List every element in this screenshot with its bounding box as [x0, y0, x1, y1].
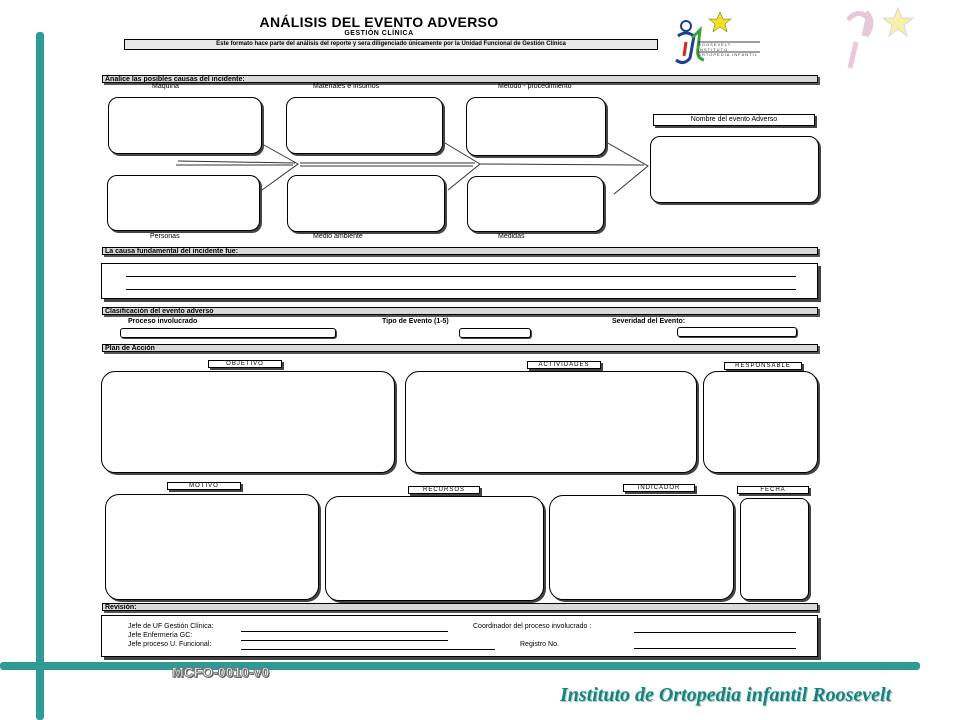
coordinator-signature-line[interactable]	[634, 632, 796, 633]
chief-nursing-label: Jefe Enfermería GC:	[128, 632, 193, 639]
cause-label-materials: Materiales e insumos	[313, 83, 380, 90]
cause-box-machine[interactable]	[108, 97, 262, 154]
activities-label: ACTIVIDADES	[527, 361, 601, 369]
severity-field[interactable]	[677, 327, 797, 337]
chief-process-label: Jefe proceso U. Funcional:	[128, 641, 212, 648]
chief-uf-signature-line[interactable]	[241, 631, 448, 632]
reason-box[interactable]	[105, 494, 319, 600]
root-cause-line-2	[126, 289, 796, 290]
objective-label: OBJETIVO	[208, 360, 282, 368]
chief-uf-label: Jefe de UF Gestión Clínica:	[128, 623, 214, 630]
date-label: FECHA	[737, 486, 809, 494]
activities-box[interactable]	[405, 371, 697, 473]
process-label: Proceso involucrado	[128, 318, 198, 325]
causes-section-bar: Analice las posibles causas del incidente:	[102, 75, 818, 83]
cause-label-people: Personas	[150, 233, 180, 240]
document-title: ANÁLISIS DEL EVENTO ADVERSO	[259, 14, 499, 30]
registry-label: Registro No.	[520, 641, 559, 648]
document-subtitle: GESTIÓN CLÍNICA	[344, 30, 414, 37]
logo-brand-text: ROOSEVELT INSTITUTO ORTOPEDIA INFANTIL	[698, 42, 758, 57]
event-type-field[interactable]	[459, 328, 531, 338]
cause-box-environment[interactable]	[287, 175, 445, 232]
action-plan-section-bar: Plan de Acción	[102, 344, 818, 352]
event-type-label: Tipo de Evento (1-5)	[382, 318, 449, 325]
registry-line[interactable]	[634, 648, 796, 649]
indicator-box[interactable]	[549, 495, 734, 600]
resources-label: RECURSOS	[408, 486, 480, 494]
root-cause-frame[interactable]	[101, 263, 818, 299]
cause-box-materials[interactable]	[286, 97, 443, 154]
indicator-label: INDICADOR	[623, 484, 695, 492]
resources-box[interactable]	[325, 496, 544, 601]
cause-label-method: Método - procedimiento	[498, 83, 572, 90]
usage-note: Este formato hace parte del análisis del reporte y sera diligenciado únicamente por la Unidad Funcional de Gestión Clínica	[124, 39, 658, 50]
responsible-box[interactable]	[703, 371, 818, 473]
objective-box[interactable]	[101, 371, 395, 473]
cause-label-environment: Medio ambiente	[313, 233, 363, 240]
event-name-box[interactable]	[650, 136, 819, 203]
responsible-label: RESPONSABLE	[724, 362, 802, 370]
form-code: MCFO-0010-v0	[172, 664, 270, 680]
severity-label: Severidad del Evento:	[612, 318, 686, 325]
cause-box-method[interactable]	[466, 97, 606, 156]
cause-label-machine: Maquina	[152, 83, 179, 90]
cause-box-people[interactable]	[107, 175, 260, 231]
cause-label-measures: Medidas	[498, 233, 525, 240]
classification-section-bar: Clasificación del evento adverso	[102, 307, 818, 315]
institution-name: Instituto de Ortopedia infantil Roosevelt	[560, 684, 892, 706]
chief-process-signature-line[interactable]	[241, 649, 495, 650]
coordinator-label: Coordinador del proceso involucrado :	[473, 623, 592, 630]
chief-nursing-signature-line[interactable]	[241, 640, 448, 641]
process-field[interactable]	[120, 328, 336, 338]
cause-box-measures[interactable]	[467, 176, 604, 232]
root-cause-section-bar: La causa fundamental del incidente fue:	[102, 247, 818, 255]
review-section-bar: Revisión:	[102, 603, 818, 611]
date-box[interactable]	[740, 498, 809, 600]
review-frame	[101, 615, 818, 657]
root-cause-line-1	[126, 276, 796, 277]
event-name-label: Nombre del evento Adverso	[653, 114, 815, 126]
reason-label: MOTIVO	[167, 482, 241, 490]
